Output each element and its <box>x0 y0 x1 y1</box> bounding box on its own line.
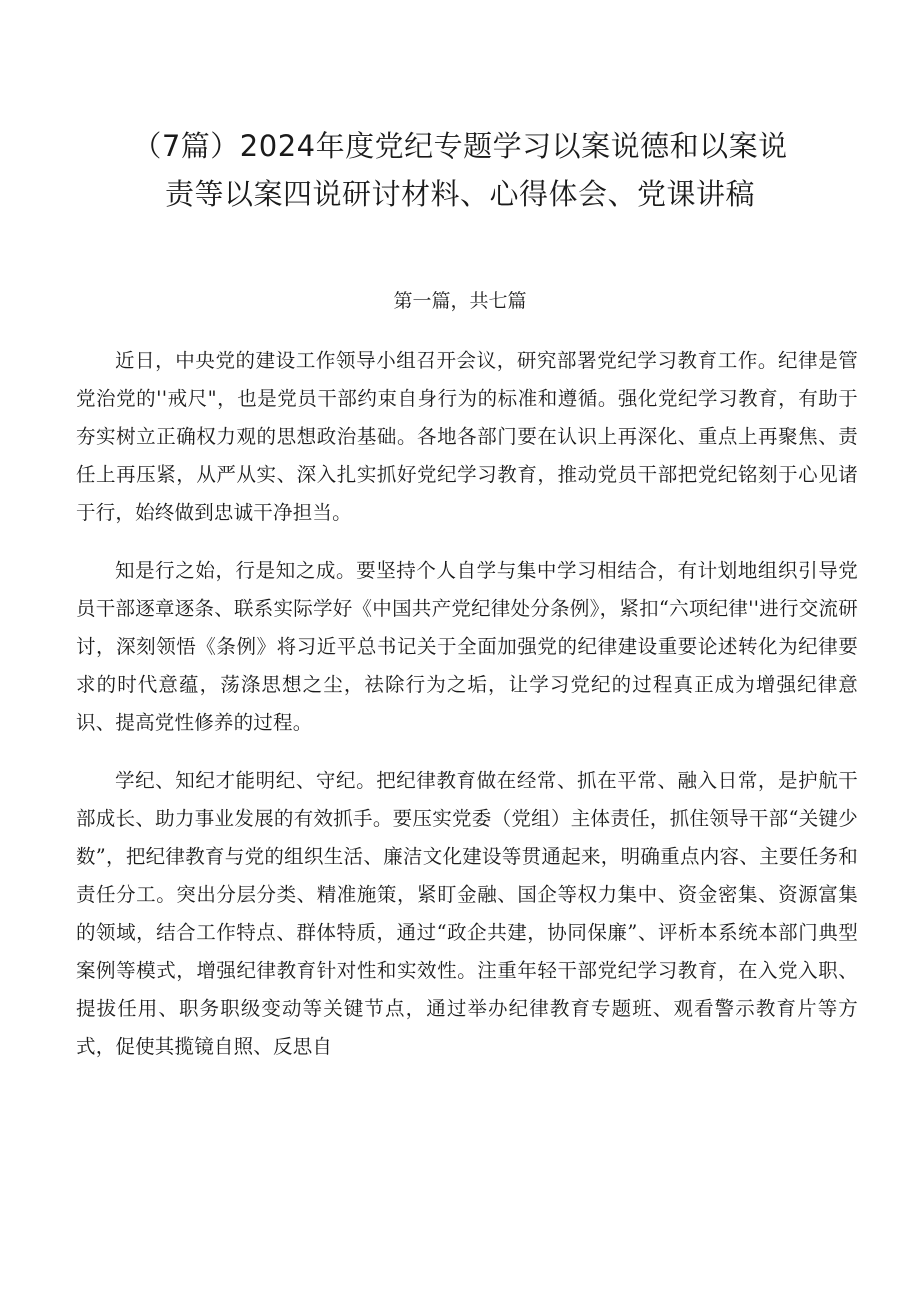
paragraph-1: 近日，中央党的建设工作领导小组召开会议，研究部署党纪学习教育工作。纪律是管党治党的''戒尺"，也是党员干部约束自身行为的标准和遵循。强化党纪学习教育，有助于夯实树立正确权力观的思想政治基础。各地各部门要在认识上再深化、重点上再聚焦、责任上再压紧，从严从实、深入扎实抓好党纪学习教育，推动党员干部把党纪铭刻于心见诸于行，始终做到忠诚干净担当。 <box>76 349 858 524</box>
document-title <box>70 122 850 218</box>
title-line-1: （7篇）2024年度党纪专题学习以案说德和以案说 <box>132 129 788 163</box>
title-line-2: 责等以案四说研讨材料、心得体会、党课讲稿 <box>164 177 755 211</box>
paragraph-3: 学纪、知纪才能明纪、守纪。把纪律教育做在经常、抓在平常、融入日常，是护航干部成长、助力事业发展的有效抓手。要压实党委（党组）主体责任，抓住领导干部“关键少数”，把纪律教育与党的组织生活、廉洁文化建设等贯通起来，明确重点内容、主要任务和责任分工。突出分层分类、精准施策，紧盯金融、国企等权力集中、资金密集、资源富集的领域，结合工作特点、群体特质，通过“政企共建，协同保廉”、评析本系统本部门典型案例等模式，增强纪律教育针对性和实效性。注重年轻干部党纪学习教育，在入党入职、提拔任用、职务职级变动等关键节点，通过举办纪律教育专题班、观看警示教育片等方式，促使其揽镜自照、反思自 <box>76 769 858 1058</box>
paragraph-2: 知是行之始，行是知之成。要坚持个人自学与集中学习相结合，有计划地组织引导党员干部逐章逐条、联系实际学好《中国共产党纪律处分条例》，紧扣“六项纪律''进行交流研讨，深刻领悟《条例》将习近平总书记关于全面加强党的纪律建设重要论述转化为纪律要求的时代意蕴，荡涤思想之尘，祛除行为之垢，让学习党纪的过程真正成为增强纪律意识、提高党性修养的过程。 <box>76 559 858 734</box>
body-text <box>76 342 858 1086</box>
section-heading: 第一篇，共七篇 <box>393 290 527 312</box>
